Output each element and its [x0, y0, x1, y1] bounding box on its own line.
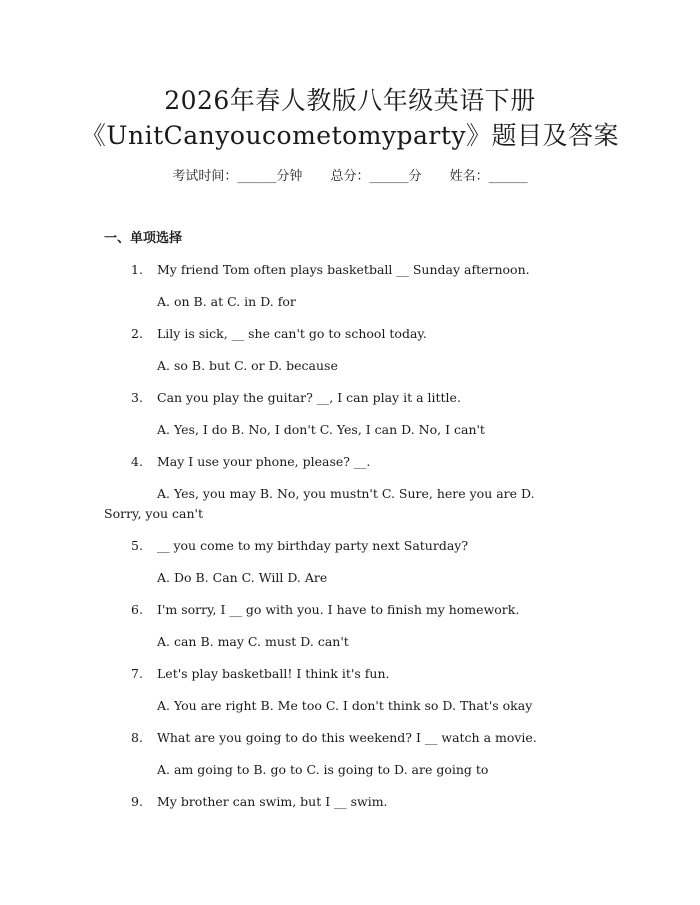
question-number: 6.: [131, 602, 143, 617]
title-line-2: 《UnitCanyoucometomyparty》题目及答案: [80, 121, 620, 150]
title-line-1: 2026年春人教版八年级英语下册: [164, 86, 536, 115]
question-text: Lily is sick, __ she can't go to school today.: [157, 326, 427, 341]
question-text: Can you play the guitar? __, I can play it a little.: [157, 390, 461, 405]
question-options: A. You are right B. Me too C. I don't think so D. That's okay: [157, 698, 533, 713]
total-score-field: 总分：______分: [330, 169, 422, 184]
question-text: Let's play basketball! I think it's fun.: [157, 666, 390, 681]
question-number: 9.: [131, 794, 143, 809]
student-name-field: 姓名：______: [449, 169, 528, 184]
question-text: What are you going to do this weekend? I __ watch a movie.: [157, 730, 537, 745]
question-options: A. am going to B. go to C. is going to D. are going to: [157, 762, 489, 777]
exam-time-field: 考试时间：______分钟: [172, 169, 303, 184]
question-text: May I use your phone, please? __.: [157, 454, 371, 469]
question-number: 3.: [131, 390, 143, 405]
question-number: 7.: [131, 666, 143, 681]
question-options: A. Yes, you may B. No, you mustn't C. Sure, here you are D.: [157, 486, 535, 501]
question-options: A. Yes, I do B. No, I don't C. Yes, I can D. No, I can't: [157, 422, 485, 437]
question-options-continued: Sorry, you can't: [104, 506, 203, 521]
question-number: 2.: [131, 326, 143, 341]
section-heading: 一、单项选择: [104, 231, 183, 246]
question-number: 4.: [131, 454, 143, 469]
question-text: I'm sorry, I __ go with you. I have to finish my homework.: [157, 602, 520, 617]
question-options: A. can B. may C. must D. can't: [157, 634, 349, 649]
question-options: A. so B. but C. or D. because: [157, 358, 338, 373]
question-text: My brother can swim, but I __ swim.: [157, 794, 388, 809]
question-text: __ you come to my birthday party next Saturday?: [157, 538, 469, 553]
question-options: A. Do B. Can C. Will D. Are: [157, 570, 328, 585]
exam-meta: [0, 168, 700, 186]
question-text: My friend Tom often plays basketball __ Sunday afternoon.: [157, 262, 530, 277]
question-number: 8.: [131, 730, 143, 745]
question-number: 5.: [131, 538, 143, 553]
question-options: A. on B. at C. in D. for: [157, 294, 296, 309]
question-number: 1.: [131, 262, 143, 277]
